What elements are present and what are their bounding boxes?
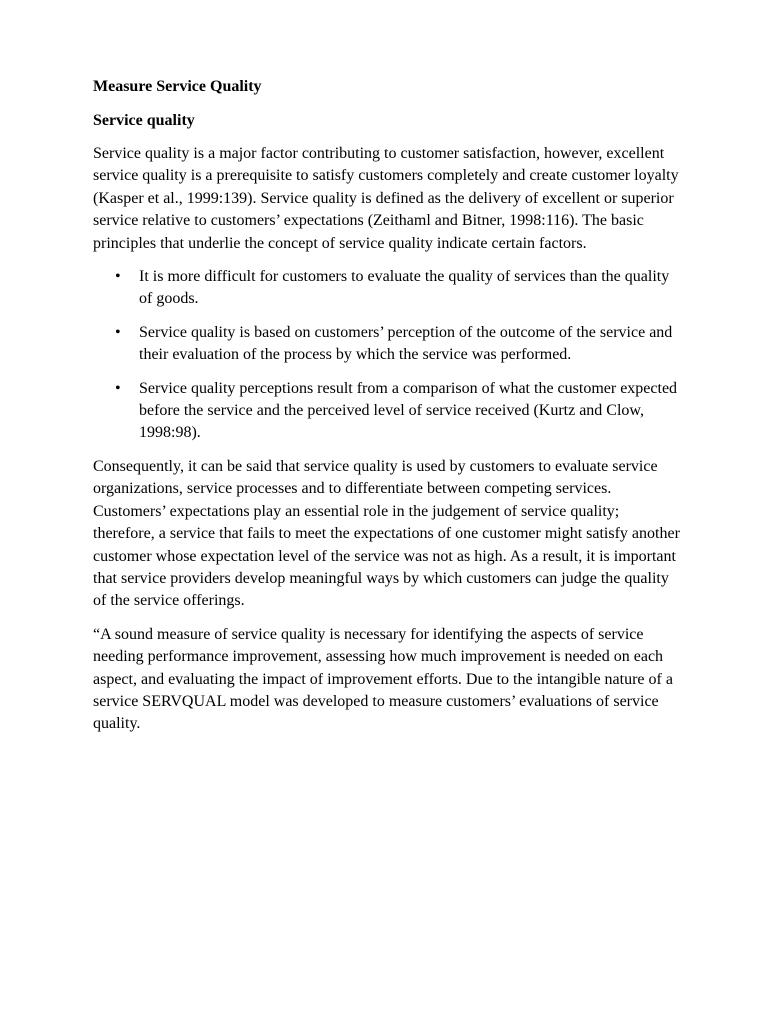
bullet-icon: • — [115, 379, 121, 397]
list-item — [93, 266, 683, 311]
list-item — [93, 322, 683, 367]
document-page — [93, 76, 683, 747]
quote-paragraph: “A sound measure of service quality is necessary for identifying the aspects of service needing performance improvement, assessing how much improvement is needed on each aspect, and evaluating the impact of improvement efforts. Due to the intangible nature of a service SERVQUAL model was developed to measure customers’ evaluations of service quality. — [93, 625, 673, 733]
list-item — [93, 378, 683, 445]
section-heading: Service quality — [93, 112, 195, 129]
document-title: Measure Service Quality — [93, 78, 262, 95]
bullet-icon: • — [115, 323, 121, 341]
intro-paragraph: Service quality is a major factor contributing to customer satisfaction, however, excellent service quality is a prerequisite to satisfy customers completely and create customer loyalty (Kasper et al., 1999:139). Service quality is defined as the delivery of excellent or superior service relative to customers’ expectations (Zeithaml and Bitner, 1998:116). The basic principles that underlie the concept of service quality indicate certain factors. — [93, 145, 679, 252]
principles-list — [93, 266, 683, 445]
consequently-paragraph: Consequently, it can be said that service quality is used by customers to evaluate service organizations, service processes and to differentiate between competing services. Customers’ expectations play an essential role in the judgement of service quality; therefore, a service that fails to meet the expectations of one customer might satisfy another customer whose expectation level of the service was not as high. As a result, it is important that service providers develop meaningful ways by which customers can judge the quality of the service offerings. — [93, 457, 680, 610]
list-item-text: It is more difficult for customers to evaluate the quality of services than the quality of goods. — [139, 268, 670, 308]
bullet-icon: • — [115, 268, 121, 286]
list-item-text: Service quality perceptions result from a comparison of what the customer expected before the service and the perceived level of service received (Kurtz and Clow, 1998:98). — [139, 379, 678, 442]
list-item-text: Service quality is based on customers’ perception of the outcome of the service and their evaluation of the process by which the service was performed. — [139, 323, 673, 364]
